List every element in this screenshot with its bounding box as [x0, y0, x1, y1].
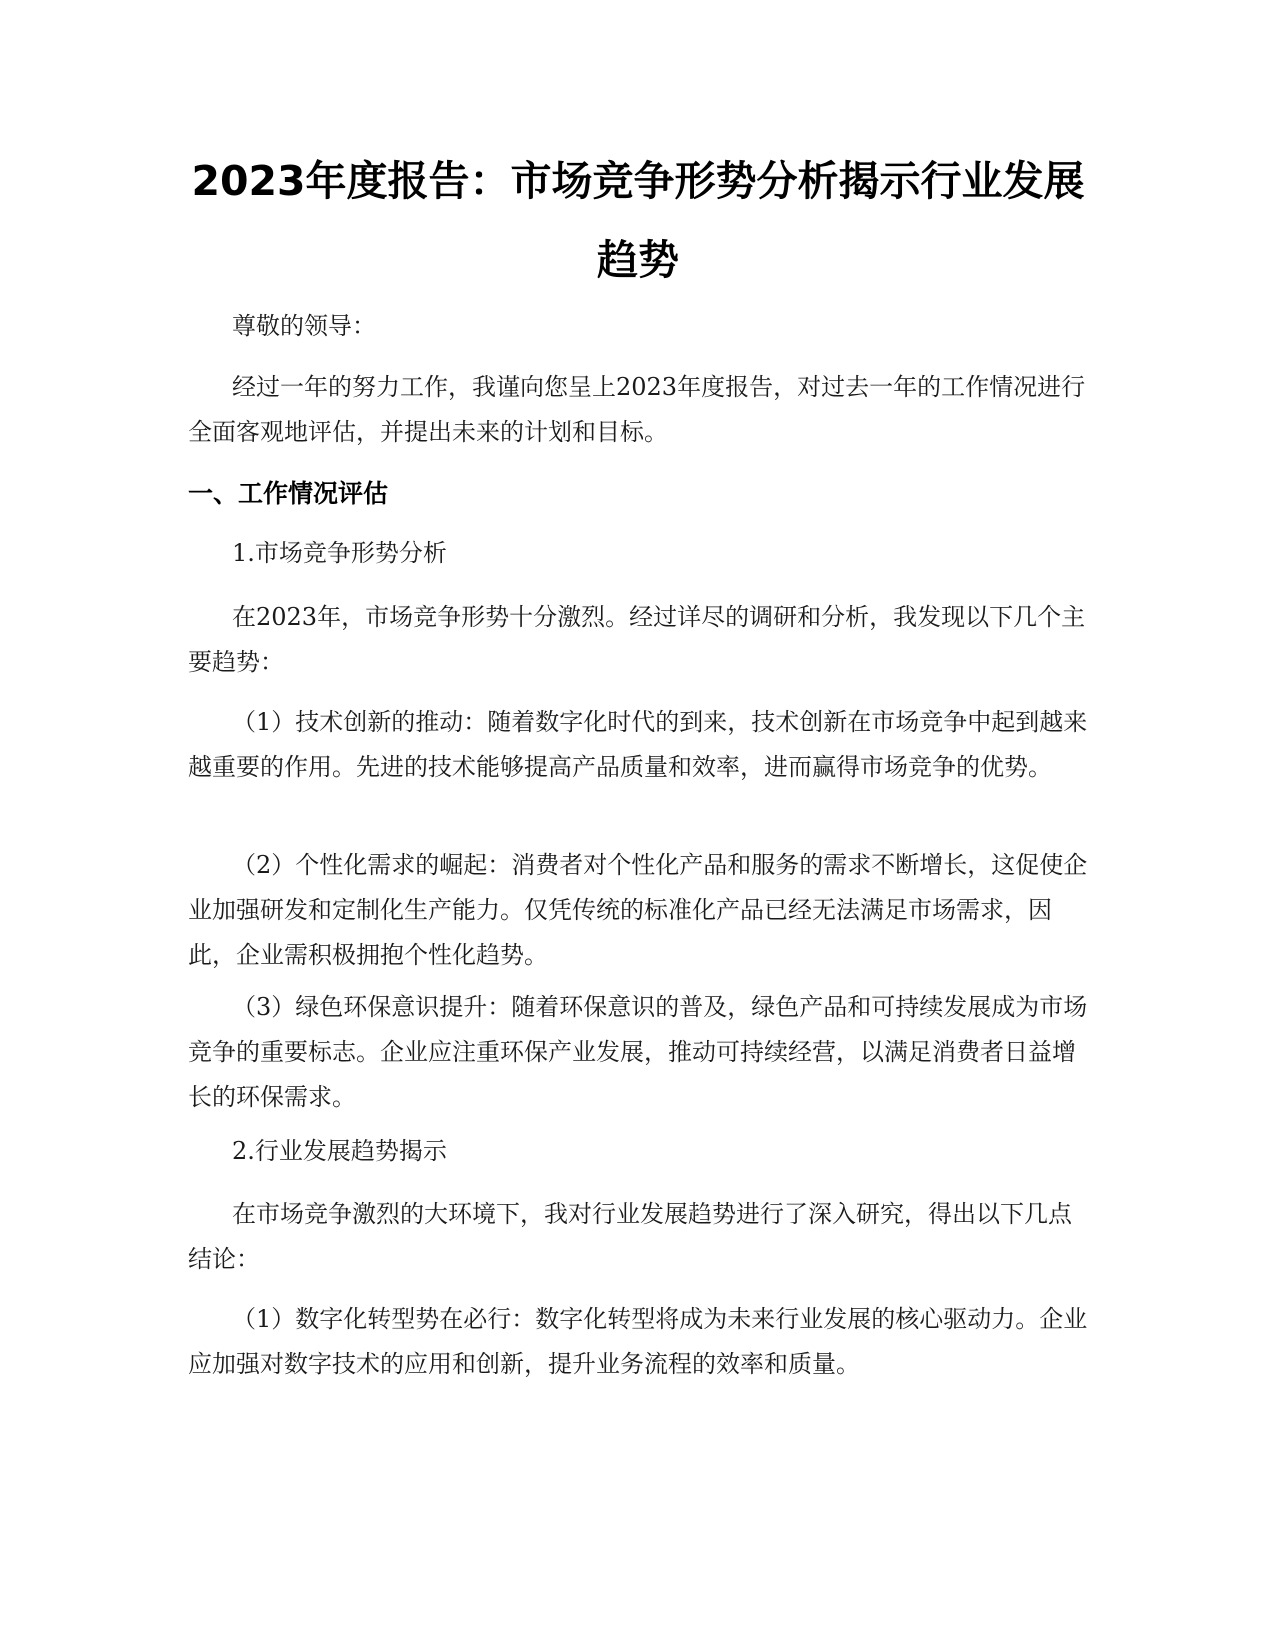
trend-item-1: （1）技术创新的推动：随着数字化时代的到来，技术创新在市场竞争中起到越来越重要的作用。先进的技术能够提高产品质量和效率，进而赢得市场竞争的优势。 — [188, 708, 1088, 781]
intro-paragraph: 经过一年的努力工作，我谨向您呈上2023年度报告，对过去一年的工作情况进行全面客观地评估，并提出未来的计划和目标。 — [188, 373, 1086, 446]
industry-trends-intro: 在市场竞争激烈的大环境下，我对行业发展趋势进行了深入研究，得出以下几点结论： — [188, 1200, 1072, 1273]
trend-item-2: （2）个性化需求的崛起：消费者对个性化产品和服务的需求不断增长，这促使企业加强研发和定制化生产能力。仅凭传统的标准化产品已经无法满足市场需求，因此，企业需积极拥抱个性化趋势。 — [188, 851, 1088, 969]
salutation: 尊敬的领导： — [232, 312, 376, 340]
section-heading-work-evaluation: 一、工作情况评估 — [188, 479, 389, 508]
subsection-heading-market-analysis: 1.市场竞争形势分析 — [232, 539, 447, 567]
subsection-heading-industry-trends: 2.行业发展趋势揭示 — [232, 1137, 447, 1165]
document-page — [188, 0, 1088, 1650]
document-title: 2023年度报告：市场竞争形势分析揭示行业发展趋势 — [191, 157, 1085, 284]
trend-item-3: （3）绿色环保意识提升：随着环保意识的普及，绿色产品和可持续发展成为市场竞争的重要标志。企业应注重环保产业发展，推动可持续经营，以满足消费者日益增长的环保需求。 — [188, 993, 1088, 1111]
conclusion-item-1: （1）数字化转型势在必行：数字化转型将成为未来行业发展的核心驱动力。企业应加强对数字技术的应用和创新，提升业务流程的效率和质量。 — [188, 1305, 1088, 1378]
market-analysis-intro: 在2023年，市场竞争形势十分激烈。经过详尽的调研和分析，我发现以下几个主要趋势： — [188, 603, 1086, 676]
